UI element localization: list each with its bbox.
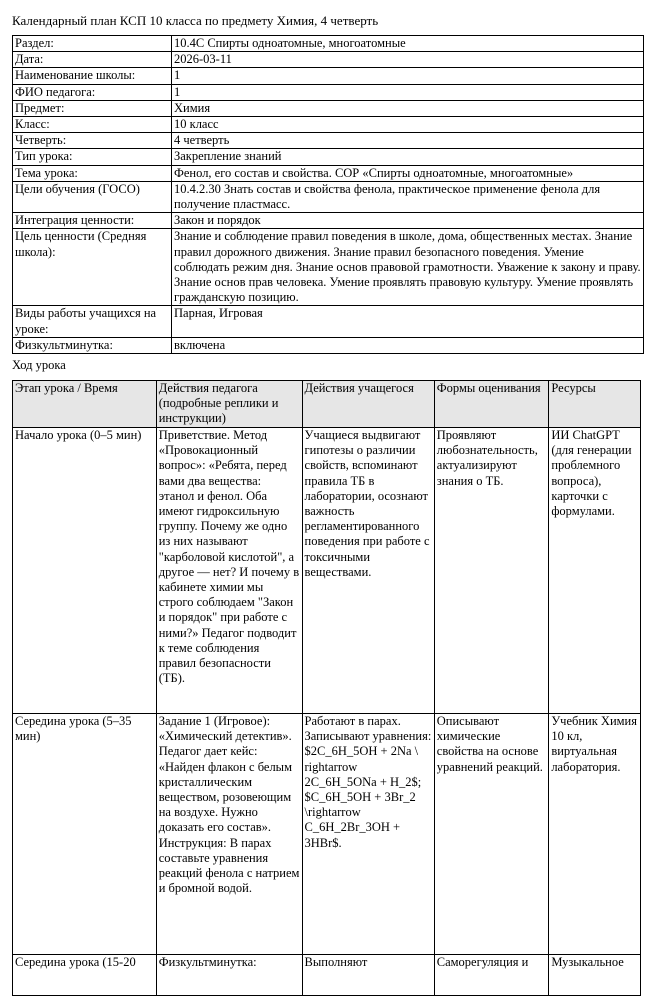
info-value: включена — [172, 337, 644, 353]
info-key: Раздел: — [13, 36, 172, 52]
info-row — [13, 52, 644, 68]
lesson-cell-teacher: Приветствие. Метод «Провокационный вопрос»: «Ребята, перед вами два вещества: этанол и фенол. Оба имеют гидроксильную группу. Почему же одно из них называют "карболовой кислотой", а другое — нет? И почему в кабинете химии мы строго соблюдаем "Закон и порядок" при работе с ними?» Педагог подводит к теме соблюдения правил безопасности (ТБ). — [156, 428, 302, 714]
lesson-cell-assessment: Саморегуляция и — [434, 955, 549, 996]
info-row — [13, 36, 644, 52]
info-key: Виды работы учащихся на уроке: — [13, 306, 172, 337]
info-row — [13, 133, 644, 149]
info-row — [13, 229, 644, 306]
info-value: 1 — [172, 68, 644, 84]
info-key: Тип урока: — [13, 149, 172, 165]
info-row — [13, 100, 644, 116]
lesson-cell-stage: Середина урока (15-20 — [13, 955, 157, 996]
info-row — [13, 213, 644, 229]
info-key: Цель ценности (Средняя школа): — [13, 229, 172, 306]
lesson-cell-assessment: Проявляют любознательность, актуализируют знания о ТБ. — [434, 428, 549, 714]
info-value: Закон и порядок — [172, 213, 644, 229]
info-key: Дата: — [13, 52, 172, 68]
section-heading: Ход урока — [12, 358, 66, 372]
lesson-cell-stage: Середина урока (5–35 мин) — [13, 714, 157, 955]
info-value: 10 класс — [172, 117, 644, 133]
info-row — [13, 337, 644, 353]
info-row — [13, 181, 644, 212]
info-row — [13, 117, 644, 133]
lesson-cell-assessment: Описывают химические свойства на основе уравнений реакций. — [434, 714, 549, 955]
lesson-info-table — [12, 35, 644, 354]
document-title: Календарный план КСП 10 класса по предмету Химия, 4 четверть — [12, 13, 379, 28]
lesson-cell-resources: ИИ ChatGPT (для генерации проблемного вопроса), карточки с формулами. — [549, 428, 641, 714]
info-key: Тема урока: — [13, 165, 172, 181]
lesson-cell-resources: Музыкальное — [549, 955, 641, 996]
lesson-flow-table — [12, 380, 641, 996]
column-header: Действия педагога (подробные реплики и инструкции) — [156, 381, 302, 428]
column-header: Формы оценивания — [434, 381, 549, 428]
info-value: 10.4.2.30 Знать состав и свойства фенола, практическое применение фенола для получение пластмасс. — [172, 181, 644, 212]
info-value: Закрепление знаний — [172, 149, 644, 165]
info-key: Четверть: — [13, 133, 172, 149]
info-value: 2026-03-11 — [172, 52, 644, 68]
info-row — [13, 306, 644, 337]
lesson-row — [13, 714, 641, 955]
lesson-row — [13, 428, 641, 714]
info-key: Наименование школы: — [13, 68, 172, 84]
info-key: Предмет: — [13, 100, 172, 116]
lesson-cell-stage: Начало урока (0–5 мин) — [13, 428, 157, 714]
info-value: Химия — [172, 100, 644, 116]
info-key: ФИО педагога: — [13, 84, 172, 100]
lesson-cell-student: Выполняют — [302, 955, 434, 996]
lesson-cell-teacher: Физкультминутка: — [156, 955, 302, 996]
info-value: 10.4C Спирты одноатомные, многоатомные — [172, 36, 644, 52]
lesson-row — [13, 955, 641, 996]
info-value: Фенол, его состав и свойства. СОР «Спирты одноатомные, многоатомные» — [172, 165, 644, 181]
info-row — [13, 149, 644, 165]
lesson-cell-resources: Учебник Химия 10 кл, виртуальная лаборатория. — [549, 714, 641, 955]
info-key: Цели обучения (ГОСО) — [13, 181, 172, 212]
lesson-cell-student: Работают в парах. Записывают уравнения: $2C_6H_5OH + 2Na \ rightarrow 2C_6H_5ONa + H_2$; $C_6H_5OH + 3Br_2 \rightarrow C_6H_2Br_3OH + 3HBr$. — [302, 714, 434, 955]
info-value: 1 — [172, 84, 644, 100]
info-row — [13, 84, 644, 100]
info-key: Интеграция ценности: — [13, 213, 172, 229]
info-value: Знание и соблюдение правил поведения в школе, дома, общественных местах. Знание правил дорожного движения. Знание правил безопасного поведения. Умение соблюдать режим дня. Знание основ правовой грамотности. Уважение к закону и праву. Знание основ прав человека. Умение проявлять правовую культуру. Умение проявлять гражданскую позицию. — [172, 229, 644, 306]
info-row — [13, 165, 644, 181]
info-key: Физкультминутка: — [13, 337, 172, 353]
lesson-cell-student: Учащиеся выдвигают гипотезы о различии свойств, вспоминают правила ТБ в лаборатории, осознают важность регламентированного поведения при работе с токсичными веществами. — [302, 428, 434, 714]
info-row — [13, 68, 644, 84]
lesson-header-row — [13, 381, 641, 428]
column-header: Этап урока / Время — [13, 381, 157, 428]
info-key: Класс: — [13, 117, 172, 133]
lesson-cell-teacher: Задание 1 (Игровое): «Химический детектив». Педагог дает кейс: «Найден флакон с белым кристаллическим веществом, розовеющим на воздухе. Нужно доказать его состав». Инструкция: В парах составьте уравнения реакций фенола с натрием и бромной водой. — [156, 714, 302, 955]
column-header: Действия учащегося — [302, 381, 434, 428]
info-value: Парная, Игровая — [172, 306, 644, 337]
column-header: Ресурсы — [549, 381, 641, 428]
info-value: 4 четверть — [172, 133, 644, 149]
